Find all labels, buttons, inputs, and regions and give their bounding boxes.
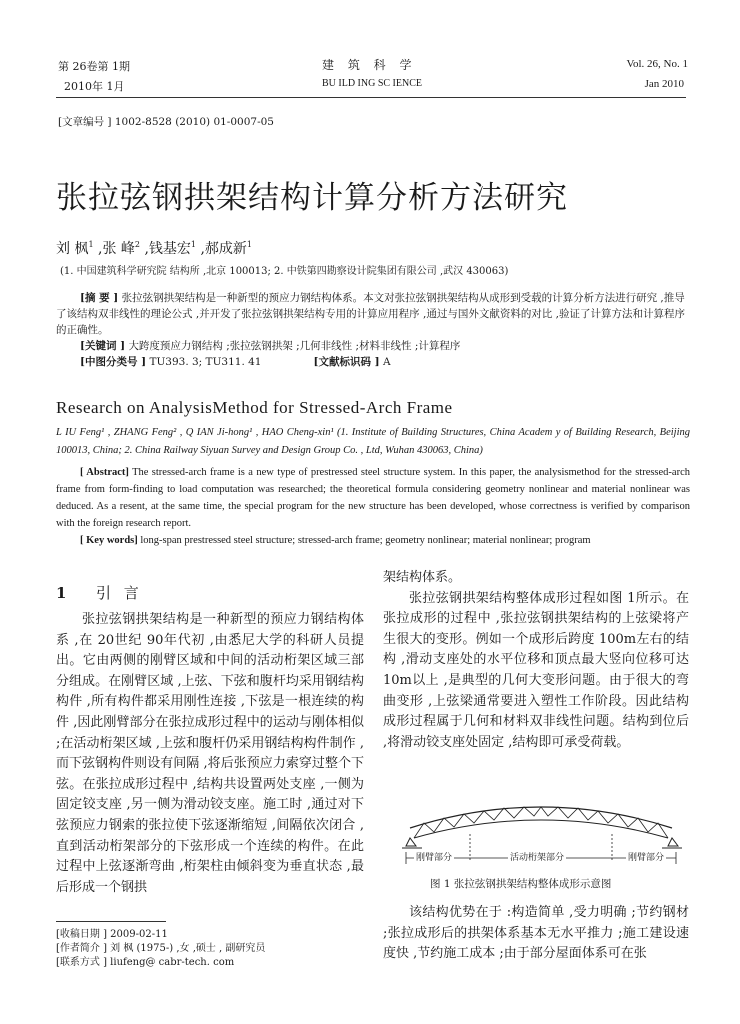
header-rule <box>56 97 686 98</box>
contact-label: [联系方式 ] <box>56 957 107 968</box>
keywords-cn: 大跨度预应力钢结构 ;张拉弦钢拱架 ;几何非线性 ;材料非线性 ;计算程序 <box>128 340 461 352</box>
volume-issue-en: Vol. 26, No. 1 <box>626 58 688 70</box>
keywords-en-label: [ Key words] <box>80 535 138 546</box>
contact-email: liufeng@ cabr-tech. com <box>110 957 235 968</box>
section-number: 1 <box>56 584 71 602</box>
right-column-text <box>383 568 689 753</box>
authors-en: L IU Feng¹ , ZHANG Feng² , Q IAN Ji-hong¹ , HAO Cheng-xin¹ (1. Institute of Building Structures, China Academ y of Building Research, Beijing 100013, China; 2. China Railway Siyuan Survey and Design Group Co. , Ltd, Wuhan 430063, China) <box>56 427 690 456</box>
figure-label-right: 刚臂部分 <box>626 850 666 863</box>
author-4-sup: 1 <box>246 240 252 249</box>
clc-label: [中图分类号 ] <box>80 356 147 368</box>
author-bio: 刘 枫 (1975-) ,女 ,硕士 , 副研究员 <box>110 943 266 954</box>
abstract-en <box>56 464 690 549</box>
clc-number: TU393. 3; TU311. 41 <box>149 356 262 368</box>
section-title: 引 言 <box>96 584 143 602</box>
footnote-rule <box>56 921 166 922</box>
date-cn: 2010年 1月 <box>64 80 125 93</box>
figure-label-left: 刚臂部分 <box>414 850 454 863</box>
figure-label-middle: 活动桁架部分 <box>508 850 566 863</box>
affiliation-cn: (1. 中国建筑科学研究院 结构所 ,北京 100013; 2. 中铁第四勘察设计院集团有限公司 ,武汉 430063) <box>60 266 509 277</box>
title-en: Research on AnalysisMethod for Stressed-Arch Frame <box>56 398 453 417</box>
abstract-cn <box>56 290 688 370</box>
intro-paragraph-3: 该结构优势在于 :构造简单 ,受力明确 ;节约钢材 ;张拉成形后的拱架体系基本无水平推力 ;施工建设速度快 ,节约施工成本 ;由于部分屋面体系可在张 <box>383 905 689 962</box>
author-1-sup: 1 <box>88 240 94 249</box>
author-4: 郝成新 <box>204 241 247 257</box>
date-en: Jan 2010 <box>644 78 684 90</box>
author-3-sup: 1 <box>190 240 196 249</box>
author-3: 钱基宏 <box>148 241 191 257</box>
abstract-en-label: [ Abstract] <box>80 467 129 478</box>
intro-paragraph-2: 张拉弦钢拱架结构整体成形过程如图 1所示。在张拉成形的过程中 ,张拉弦钢拱架结构的上弦梁将产生很大的变形。例如一个成形后跨度 100m左右的结构 ,滑动支座处的水平位移和顶点最大竖向位移可达 10m以上 ,是典型的几何大变形问题。由于很大的弯曲变形 ,上弦梁通常要进入塑性工作阶段。因此结构成形过程属于几何和材料双非线性问题。结构到位后 ,将滑动铰支座处固定 ,结构即可承受荷载。 <box>383 590 689 750</box>
intro-paragraph-continued: 架结构体系。 <box>383 570 462 585</box>
authors-cn: 刘 枫$^1$ ,张 峰$^2$ ,钱基宏$^1$ ,郝成新$^1$ <box>56 240 252 257</box>
abstract-en-text: The stressed-arch frame is a new type of prestressed steel structure system. In this paper, the analysismethod for the stressed-arch frame from form-finding to load computation was researched; the theoretical formula considering geometry nonlinear and material nonlinear was deduced. As a resent, at the same time, the special program for the new structure has been developed, whose correctness is verified by comparison with the foreign research report. <box>56 467 690 529</box>
journal-name-en: BU ILD ING SC IENCE <box>322 78 422 89</box>
title-cn: 张拉弦钢拱架结构计算分析方法研究 <box>56 180 568 216</box>
received-date: 2009-02-11 <box>110 929 168 940</box>
doc-code: A <box>382 356 391 368</box>
volume-issue-cn: 第 26卷第 1期 <box>58 60 130 73</box>
doc-code-label: [文献标识码 ] <box>313 356 380 368</box>
article-number: [文章编号 ] 1002-8528 (2010) 01-0007-05 <box>58 116 274 128</box>
right-column-text-lower <box>383 903 689 965</box>
footnotes <box>56 928 265 970</box>
section-heading <box>56 582 143 603</box>
figure-1 <box>400 788 682 872</box>
intro-paragraph-1: 张拉弦钢拱架结构是一种新型的预应力钢结构体系 ,在 20世纪 90年代初 ,由悉尼大学的科研人员提出。它由两侧的刚臂区域和中间的活动桁架区域三部分组成。在刚臂区域 ,上弦、下弦和腹杆均采用钢结构构件 ,所有构件都采用刚性连接 ,下弦是一根连续的构件 ,因此刚臂部分在张拉成形过程中的运动与刚体相似 ;在活动桁架区域 ,上弦和腹杆仍采用钢结构构件制作 ,而下弦钢构件则设有间隔 ,将后张预应力索穿过整个下弦。在张拉成形过程中 ,结构共设置两处支座 ,一侧为固定铰支座 ,另一侧为滑动铰支座。施工时 ,通过对下弦预应力钢索的张拉使下弦逐渐缩短 ,间隔依次闭合 ,直到活动桁架部分的下弦形成一个连续的构件。在此过程中上弦逐渐弯曲 ,桁架柱由倾斜变为垂直状态 ,最后形成一个钢拱 <box>56 612 364 895</box>
keywords-en: long-span prestressed steel structure; stressed-arch frame; geometry nonlinear; material nonlinear; program <box>140 535 591 546</box>
figure-1-caption: 图 1 张拉弦钢拱架结构整体成形示意图 <box>430 878 612 890</box>
author-2: 张 峰 <box>102 241 135 257</box>
keywords-cn-label: [关键词 ] <box>80 340 126 352</box>
journal-name-cn: 建 筑 科 学 <box>322 58 417 72</box>
author-bio-label: [作者简介 ] <box>56 943 107 954</box>
abstract-cn-label: [摘 要 ] <box>80 292 119 304</box>
left-column-text <box>56 610 364 898</box>
author-2-sup: 2 <box>134 240 140 249</box>
author-1: 刘 枫 <box>56 241 89 257</box>
abstract-cn-text: 张拉弦钢拱架结构是一种新型的预应力钢结构体系。本文对张拉弦钢拱架结构从成形到受载的计算分析方法进行研究 ,推导了该结构双非线性的理论公式 ,并开发了张拉弦钢拱架结构专用的计算应用程序 ,通过与国外文献资料的对比 ,验证了计算方法和计算程序的正确性。 <box>56 292 686 336</box>
received-label: [收稿日期 ] <box>56 929 107 940</box>
